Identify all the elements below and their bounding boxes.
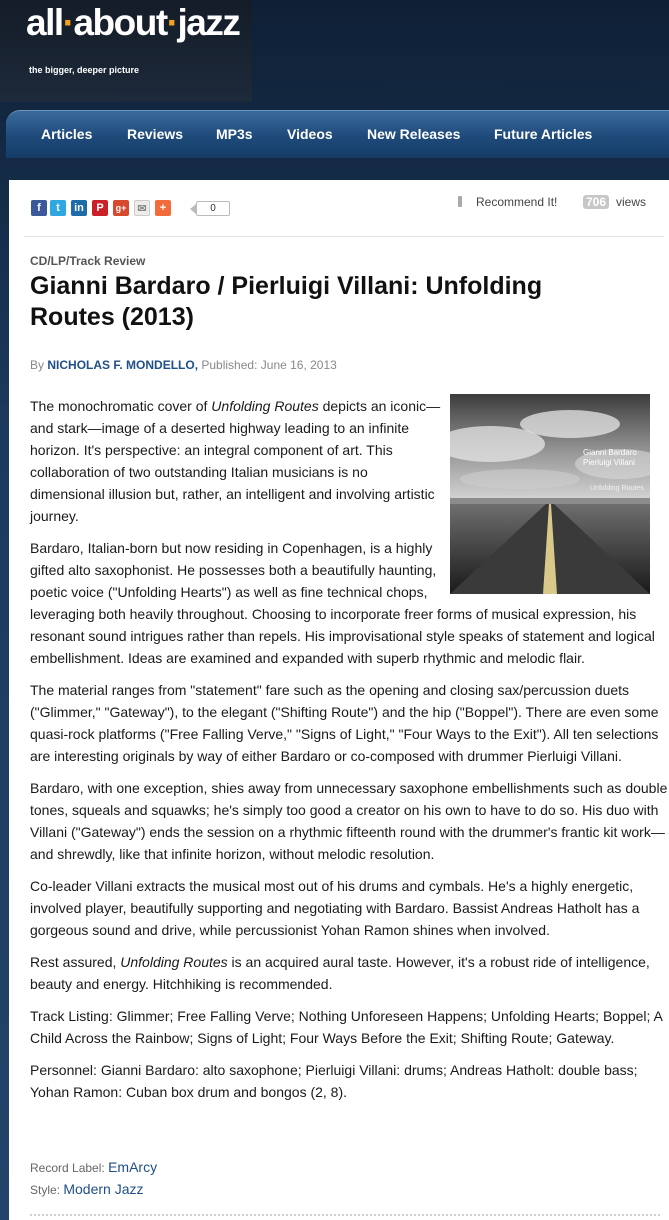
track-listing: Track Listing: Glimmer; Free Falling Verve; Nothing Unforeseen Happens; Unfolding Hearts; Boppel; A Child Across the Rainbow; Signs of Light; Four Ways Before the Exit; Shifting Route; Gateway. xyxy=(30,1008,663,1046)
cover-album-title: Unfolding Routes xyxy=(590,485,644,492)
nav-future-articles[interactable]: Future Articles xyxy=(494,126,593,142)
main-nav xyxy=(6,110,669,158)
views-count: 706 xyxy=(583,195,609,209)
article-category: CD/LP/Track Review xyxy=(30,254,146,268)
site-tagline: the bigger, deeper picture xyxy=(29,65,140,75)
bottom-divider xyxy=(30,1214,660,1216)
nav-articles[interactable]: Articles xyxy=(41,126,93,142)
published-label: Published: xyxy=(201,358,258,372)
author-link[interactable]: NICHOLAS F. MONDELLO, xyxy=(47,358,199,372)
nav-new-releases[interactable]: New Releases xyxy=(367,126,461,142)
paragraph-3: The material ranges from "statement" fare such as the opening and closing sax/percussion duets ("Glimmer," "Gateway"), to the elegant ("Shifting Route") and the hip ("Boppel"). There are even some quasi-rock platforms ("Free Falling Verve," "Signs of Light," "Four Ways to the Exit"). All ten selections are interesting originals by way of either Bardaro or co-composed with drummer Pierluigi Villani. xyxy=(30,682,659,764)
cover-artist-2: Pierluigi Villani xyxy=(583,458,635,467)
divider xyxy=(24,236,664,237)
record-label-link[interactable]: EmArcy xyxy=(108,1159,158,1175)
pinterest-icon[interactable]: P xyxy=(92,200,108,216)
paragraph-2: Bardaro, Italian-born but now residing in Copenhagen, is a highly gifted alto saxophonist. He possesses both a beautifully haunting, poetic voice ("Unfolding Hearts") as well as fine technical chops, leveraging both heavily throughout. Choosing to incorporate freer forms of musical expression, his resonant sound intrigues rather than repels. His improvisational style speaks of statement and logical embellishment. Ideas are examined and expanded with superb rhythmic and melodic flair. xyxy=(30,540,655,666)
nav-videos[interactable]: Videos xyxy=(287,126,333,142)
record-label-row xyxy=(30,1159,157,1175)
article-body xyxy=(30,395,669,1113)
style-link[interactable]: Modern Jazz xyxy=(63,1181,144,1197)
paragraph-1: The monochromatic cover of Unfolding Routes depicts an iconic—and stark—image of a deserted highway leading to an infinite horizon. It's perspective: an integral component of art. This collaboration of two outstanding Italian musicians is no dimensional illusion but, rather, an intelligent and involving artistic journey. xyxy=(30,398,441,524)
byline xyxy=(30,358,337,372)
paragraph-5: Co-leader Villani extracts the musical most out of his drums and cymbals. He's a highly energetic, involved player, beautifully supporting and negotiating with Bardaro. Bassist Andreas Hatholt has a gorgeous sound and drive, while percussionist Yohan Ramon shines when involved. xyxy=(30,878,640,938)
share-count: 0 xyxy=(196,201,230,216)
cover-artist-1: Gianni Bardaro xyxy=(583,448,637,457)
site-header xyxy=(0,0,252,102)
article-title: Gianni Bardaro / Pierluigi Villani: Unfolding Routes (2013) xyxy=(30,272,543,331)
paragraph-4: Bardaro, with one exception, shies away from unnecessary saxophone embellishments such as double tones, squeals and squawks; he's simply too good a creator on his own to have to do so. His duo with Villani ("Gateway") ends the session on a rhythmic fifteenth round with the drummer's frantic kit work—and shrewdly, like that infinite horizon, without melodic resolution. xyxy=(30,780,668,862)
email-icon[interactable]: ✉ xyxy=(134,200,150,216)
article-card xyxy=(9,180,669,1220)
views-label: views xyxy=(616,195,647,209)
recommend-button[interactable]: Recommend It! xyxy=(476,195,558,209)
recommend-icon xyxy=(458,196,462,207)
twitter-icon[interactable]: t xyxy=(50,200,66,216)
addthis-icon[interactable]: + xyxy=(155,200,171,216)
personnel: Personnel: Gianni Bardaro: alto saxophone; Pierluigi Villani: drums; Andreas Hatholt: double bass; Yohan Ramon: Cuban box drum and bongos (2, 8). xyxy=(30,1062,638,1100)
facebook-icon[interactable]: f xyxy=(31,200,47,216)
published-date: June 16, 2013 xyxy=(260,358,337,372)
nav-reviews[interactable]: Reviews xyxy=(127,126,184,142)
style-label: Style: xyxy=(30,1183,61,1197)
google-plus-icon[interactable]: g+ xyxy=(113,200,129,216)
site-logo[interactable]: all·about·jazz xyxy=(26,2,240,43)
paragraph-6: Rest assured, Unfolding Routes is an acquired aural taste. However, it's a robust ride of intelligence, beauty and energy. Hitchhiking is recommended. xyxy=(30,954,650,992)
linkedin-icon[interactable]: in xyxy=(71,200,87,216)
nav-mp3s[interactable]: MP3s xyxy=(216,126,253,142)
style-row xyxy=(30,1181,144,1197)
record-label-label: Record Label: xyxy=(30,1161,105,1175)
byline-prefix: By xyxy=(30,358,45,372)
